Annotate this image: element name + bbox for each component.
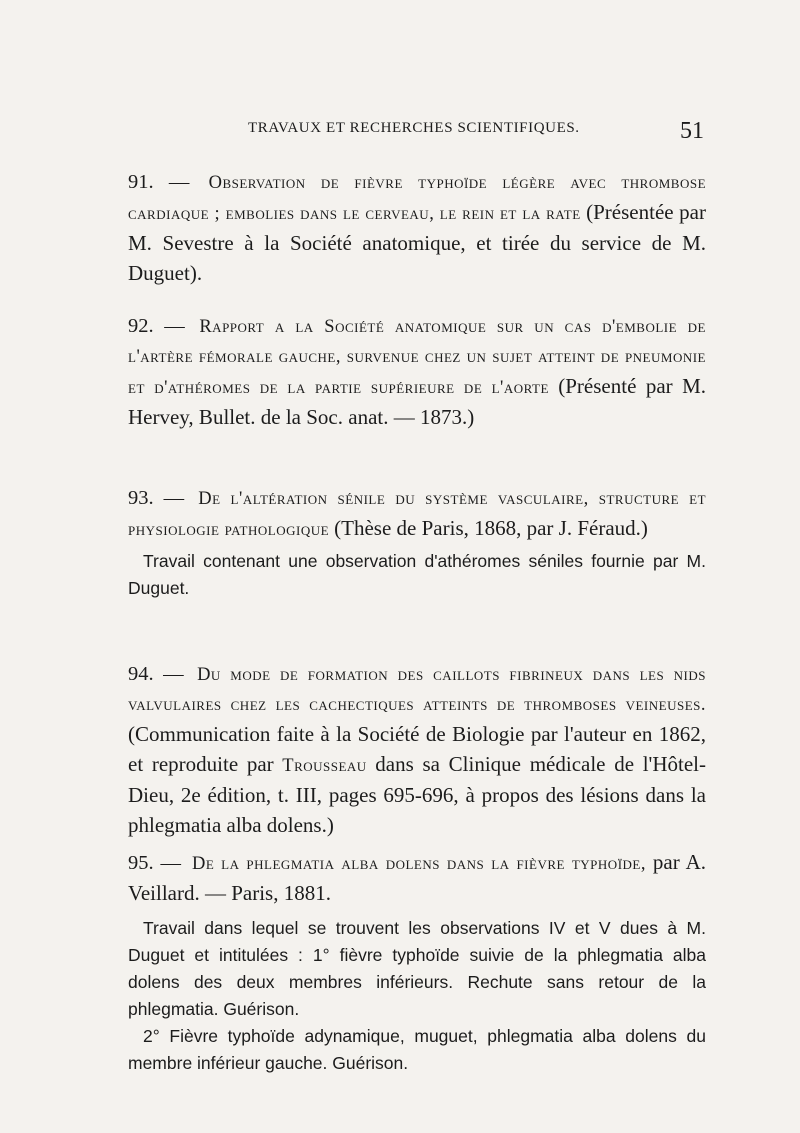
entry-note: (Thèse de Paris, 1868, par J. Féraud.) [334, 516, 648, 540]
entry-92-header [128, 312, 706, 433]
entry-number: 95. — [128, 852, 182, 874]
entry-number: 91. — [128, 171, 190, 193]
entry-95 [128, 848, 706, 1077]
entry-92 [128, 312, 706, 433]
entry-title: De l'altération sénile du système vasculaire, structure et physiologie pathologique [128, 489, 707, 540]
entry-93-paragraph: Travail contenant une observation d'athéromes séniles fournie par M. Duguet. [128, 551, 706, 598]
entry-91 [128, 168, 706, 289]
entry-title: Rapport a la Société anatomique sur un cas d'embolie de l'artère fémorale gauche, survenue chez un sujet atteint de pneumonie et d'athéromes de la partie supérieure de l'aorte [128, 317, 706, 398]
page-number: 51 [680, 118, 704, 144]
entry-note: (Présentée par M. Sevestre à la Société anatomique, et tirée du service de M. Duguet). [128, 200, 706, 285]
entry-note: (Communication faite à la Société de Biologie par l'auteur en 1862, et reproduite par [128, 722, 706, 776]
entry-94-header [128, 660, 706, 841]
entry-91-header [128, 168, 706, 289]
entry-93 [128, 484, 706, 602]
entry-95-paragraph-2: 2° Fièvre typhoïde adynamique, muguet, phlegmatia alba dolens du membre inférieur gauche. Guérison. [128, 1026, 706, 1073]
entry-number: 94. — [128, 663, 184, 685]
entry-note: par A. Veillard. — Paris, 1881. [128, 850, 707, 905]
entry-note: (Présenté par M. Hervey, Bullet. de la Soc. anat. — 1873.) [128, 374, 707, 429]
entry-title: Du mode de formation des caillots fibrineux dans les nids valvulaires chez les cachectiques atteints de thromboses veineuses. [128, 665, 707, 715]
author-name: Trousseau [282, 756, 367, 776]
entry-number: 92. — [128, 315, 185, 337]
entry-number: 93. — [128, 487, 185, 509]
entry-93-header [128, 484, 706, 545]
entry-title: Observation de fièvre typhoïde légère avec thrombose cardiaque ; embolies dans le cerveau, le rein et la rate [128, 173, 707, 224]
entry-95-paragraph: Travail dans lequel se trouvent les observations IV et V dues à M. Duguet et intitulées : 1° fièvre typhoïde suivie de la phlegmatia alba dolens des deux membres inférieurs. Rechute sans retour de la phlegmatia. Guérison. [128, 918, 706, 1019]
entry-94 [128, 660, 706, 841]
entry-95-header [128, 848, 706, 909]
entry-title: De la phlegmatia alba dolens dans la fièvre typhoïde, [191, 854, 646, 874]
entry-note-continued: dans sa Clinique médicale de l'Hôtel-Dieu, 2e édition, t. III, pages 695-696, à propos des lésions dans la phlegmatia alba dolens.) [128, 752, 706, 837]
running-head [0, 118, 800, 148]
running-title: TRAVAUX ET RECHERCHES SCIENTIFIQUES. [248, 120, 580, 136]
